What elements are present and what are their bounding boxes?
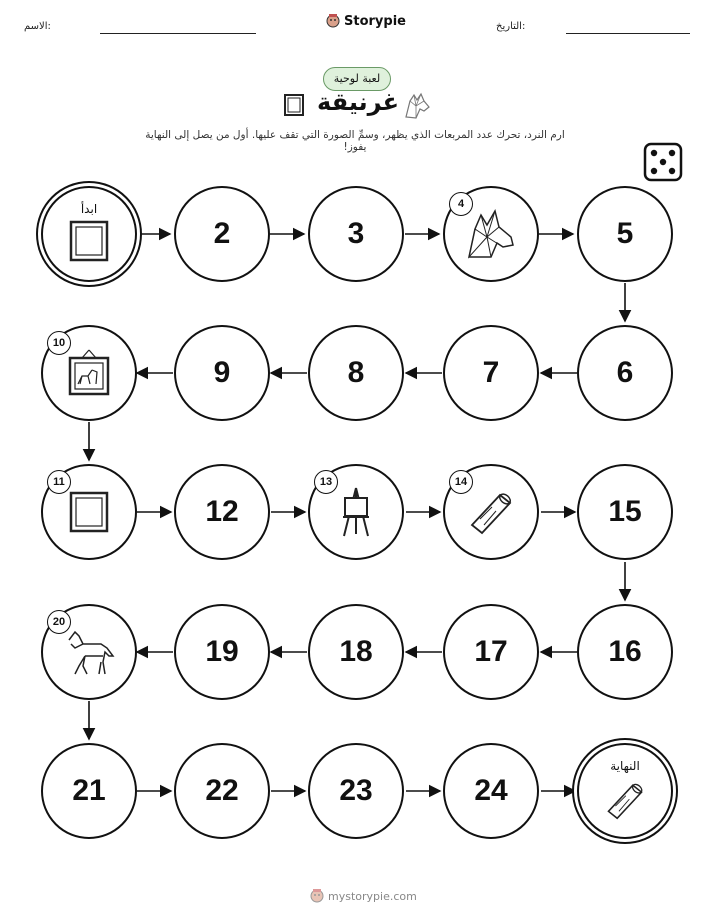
cell-number-tag: 20 <box>47 610 71 634</box>
cell-number: 16 <box>608 635 642 668</box>
board-cell-5[interactable] <box>577 186 673 282</box>
board-cell-18[interactable] <box>308 604 404 700</box>
board-cell-10[interactable] <box>41 325 137 421</box>
frame-icon <box>67 489 111 535</box>
board-cell-21[interactable] <box>41 743 137 839</box>
cell-number: 22 <box>205 774 239 807</box>
cell-number: 3 <box>347 217 365 250</box>
board-cell-7[interactable] <box>443 325 539 421</box>
cell-number: 12 <box>205 495 239 528</box>
cell-number: 5 <box>616 217 634 250</box>
page-title: غرنيقة <box>317 88 399 116</box>
cell-number: 9 <box>213 356 231 389</box>
cell-number: 23 <box>339 774 373 807</box>
board-cell-24[interactable] <box>443 743 539 839</box>
board-cell-23[interactable] <box>308 743 404 839</box>
cell-number: 21 <box>72 774 106 807</box>
cell-number: 6 <box>616 356 634 389</box>
framed-painting-icon <box>64 348 114 398</box>
board-cell-3[interactable] <box>308 186 404 282</box>
cell-number: 7 <box>482 356 500 389</box>
cell-number: 2 <box>213 217 231 250</box>
cell-number-tag: 13 <box>314 470 338 494</box>
date-label: التاريخ: <box>496 21 526 32</box>
game-type-badge: لعبة لوحية <box>323 67 391 91</box>
cell-number-tag: 11 <box>47 470 71 494</box>
board-cell-2[interactable] <box>174 186 270 282</box>
cell-number: 18 <box>339 635 373 668</box>
horse-icon <box>61 626 117 678</box>
start-cell[interactable] <box>41 186 137 282</box>
footer <box>310 888 417 904</box>
end-label: النهاية <box>610 759 640 773</box>
cell-number-tag: 4 <box>449 192 473 216</box>
board-cell-15[interactable] <box>577 464 673 560</box>
board-cell-9[interactable] <box>174 325 270 421</box>
start-label: ابدأ <box>80 202 98 216</box>
footer-url[interactable]: mystorypie.com <box>328 889 417 903</box>
board-cell-22[interactable] <box>174 743 270 839</box>
storypie-logo-icon <box>310 888 324 904</box>
wolf-icon <box>463 207 519 261</box>
board-cell-8[interactable] <box>308 325 404 421</box>
cell-number: 24 <box>474 774 508 807</box>
cell-number: 17 <box>474 635 508 668</box>
board-cell-19[interactable] <box>174 604 270 700</box>
log-icon <box>466 489 516 535</box>
board-cell-16[interactable] <box>577 604 673 700</box>
cell-number: 19 <box>205 635 239 668</box>
brand-name: Storypie <box>344 13 406 29</box>
board-cell-20[interactable] <box>41 604 137 700</box>
board-cell-6[interactable] <box>577 325 673 421</box>
board-cell-13[interactable] <box>308 464 404 560</box>
board-cell-4[interactable] <box>443 186 539 282</box>
frame-icon <box>67 218 111 264</box>
name-label: الاسم: <box>24 21 51 32</box>
instructions: ارم النرد، تحرك عدد المربعات الذي يظهر، وسمِّ الصورة التي تقف عليها. أول من يصل إلى النهاية يفوز! <box>145 129 565 153</box>
board-cell-11[interactable] <box>41 464 137 560</box>
cell-number: 8 <box>347 356 365 389</box>
cell-number-tag: 10 <box>47 331 71 355</box>
cell-number-tag: 14 <box>449 470 473 494</box>
board-cell-12[interactable] <box>174 464 270 560</box>
end-cell[interactable] <box>577 743 673 839</box>
cell-number: 15 <box>608 495 642 528</box>
log-icon <box>603 780 647 820</box>
easel-icon <box>336 486 376 538</box>
board-cell-17[interactable] <box>443 604 539 700</box>
board-cell-14[interactable] <box>443 464 539 560</box>
